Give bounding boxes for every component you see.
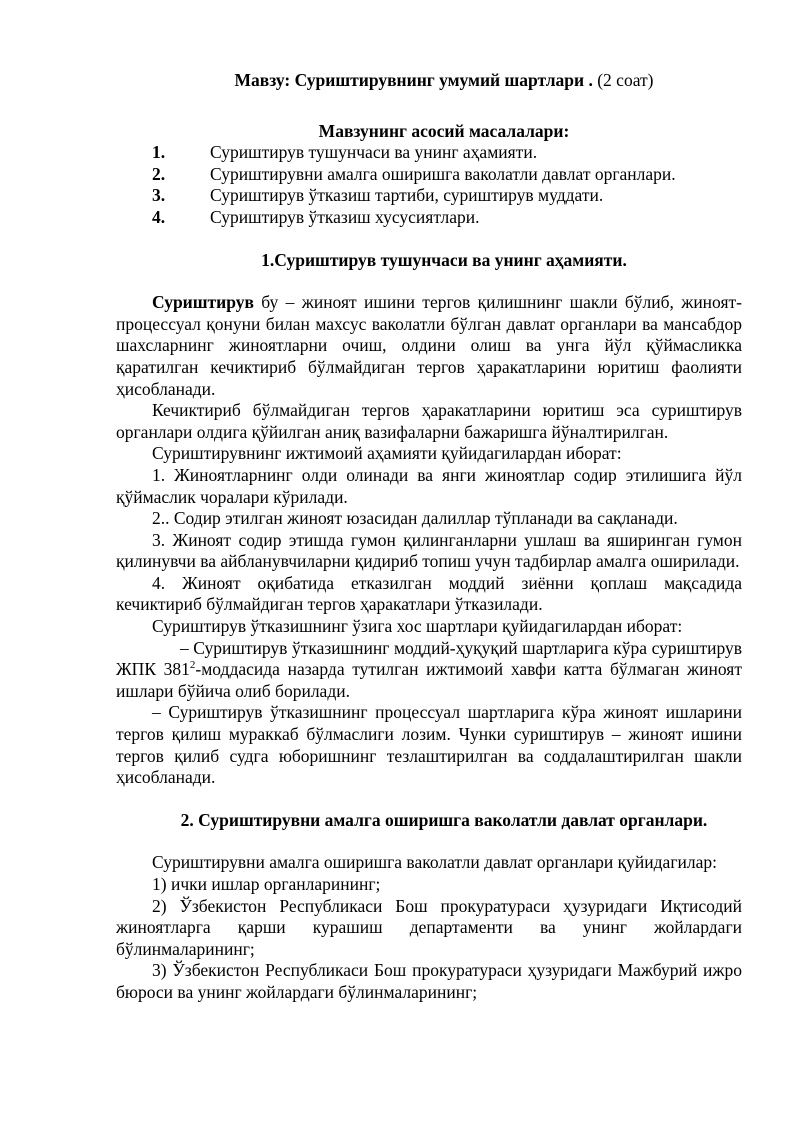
title-hours: (2 соат) [592,70,654,90]
paragraph: Кечиктириб бўлмайдиган тергов ҳаракатларини юритиш эса суриштирув органлари олдига қўйилган аниқ вазифаларни бажаришга йўналтирилган. [116,400,742,442]
significance-item: 4. Жиноят оқибатида етказилган моддий зиённи қоплаш мақсадида кечиктириб бўлмайдиган тергов ҳаракатлари ўтказилади. [116,572,742,615]
condition-item: – Суриштирув ўтказишнинг процессуал шартларига кўра жиноят ишларини тергов қилиш мураккаб бўлмаслиги лозим. Чунки суриштирув – жиноят ишини тергов қилиб судга юборишнинг тезлаштирилган ва соддалаштирилган шакли ҳисобланади. [116,702,742,788]
definition-paragraph [116,292,742,400]
title-bold: Мавзу: Суриштирувнинг умумий шартлари . [234,70,593,90]
section-1-heading: 1.Суриштирув тушунчаси ва унинг аҳамияти. [261,249,627,270]
topic-item [116,142,742,164]
agency-item: 1) ички ишлар органларининг; [152,874,381,894]
topic-number: 3. [152,185,166,206]
topic-item [116,164,742,186]
topic-item [116,185,742,207]
significance-item: 1. Жиноятларнинг олди олинади ва янги жиноятлар содир этилишига йўл қўймаслик чоралари кўрилади. [116,464,742,507]
condition-text: -моддасида назарда тутилган ижтимоий хавфи катта бўлмаган жиноят ишлари бўйича олиб борилади. [116,659,742,701]
page-title [116,70,742,92]
topic-text: Суриштирувни амалга оширишга ваколатли давлат органлари. [210,163,676,184]
topic-number: 1. [152,142,166,163]
significance-item: 2.. Содир этилган жиноят юзасидан далиллар тўпланади ва сақланади. [152,508,678,529]
definition-text: бу – жиноят ишини тергов қилишнинг шакли бўлиб, жиноят-процессуал қонуни билан махсус ваколатли бўлган давлат органлари ва мансабдор шахсларнинг жиноятларни очиш, олдини олиш ва унга йўл қўймасликка қаратилган кечиктириб бўлмайдиган тергов ҳаракатларини юритиш фаолияти ҳисобланади. [116,292,742,399]
paragraph: Суриштирув ўтказишнинг ўзига хос шартлари қуйидагилардан иборат: [152,616,683,637]
topics-heading: Мавзунинг асосий масалалари: [318,120,570,141]
paragraph: Суриштирувни амалга оширишга ваколатли давлат органлари қуйидагилар: [152,852,717,873]
paragraph: Суриштирувнинг ижтимоий аҳамияти қуйидагилардан иборат: [152,443,622,464]
topic-text: Суриштирув тушунчаси ва унинг аҳамияти. [210,142,538,163]
topic-number: 4. [152,206,166,227]
section-2-heading: 2. Суриштирувни амалга оширишга ваколатли давлат органлари. [180,809,708,830]
agency-item: 3) Ўзбекистон Республикаси Бош прокуратураси ҳузуридаги Мажбурий ижро бюроси ва унинг жойлардаги бўлинмаларининг; [116,960,742,1002]
topics-list [116,142,742,228]
definition-term: Суриштирув [152,292,254,313]
document-body [116,70,742,1004]
topic-number: 2. [152,163,166,184]
superscript: 2 [189,659,196,672]
significance-item: 3. Жиноят содир этишда гумон қилинганларни ушлаш ва яширинган гумон қилинувчи ва айбланувчиларни қидириб топиш учун тадбирлар амалга оширилади. [116,529,742,572]
topic-item [116,207,742,229]
condition-item [116,638,742,703]
agency-item: 2) Ўзбекистон Республикаси Бош прокуратураси ҳузуридаги Иқтисодий жиноятларга қарши курашиш департаменти ва унинг жойлардаги бўлинмаларининг; [116,895,742,959]
topic-text: Суриштирув ўтказиш тартиби, суриштирув муддати. [210,185,604,206]
topic-text: Суриштирув ўтказиш хусусиятлари. [210,206,480,227]
condition-text: – Суриштирув ўтказишнинг моддий-ҳуқуқий шартларига кўра суриштирув ЖПК 381 [116,637,742,680]
